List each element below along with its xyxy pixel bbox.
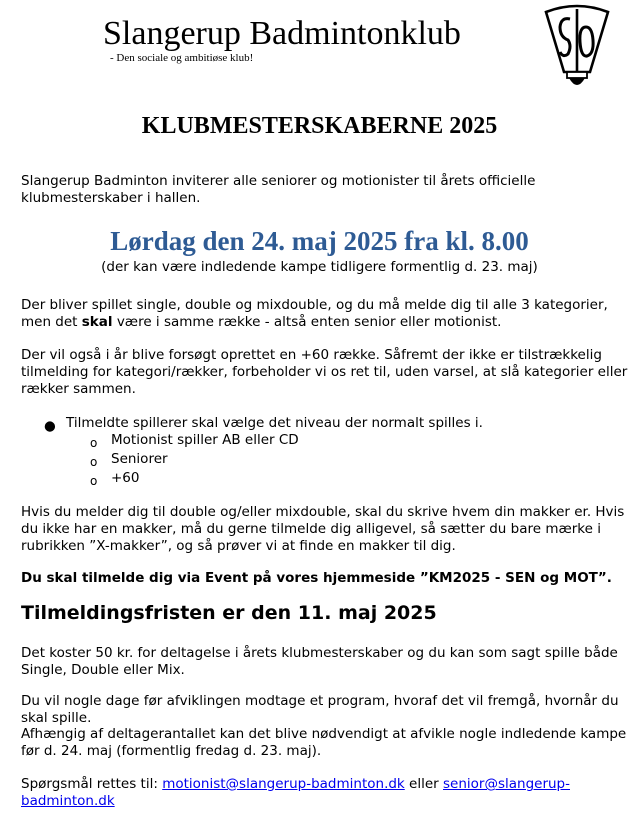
senior-email-link[interactable]: senior@slangerup-badminton.dk bbox=[21, 776, 570, 809]
categories-paragraph bbox=[21, 297, 631, 331]
partner-paragraph: Hvis du melder dig til double og/eller mixdouble, skal du skrive hvem din makker er. Hvis du ikke har en makker, må du gerne tilmelde dig alligevel, så sætter du bare mærke i rubrikken ”X-makker”, og så prøver vi at finde en makker til dig. bbox=[21, 504, 625, 554]
club-tagline: - Den sociale og ambitiøse klub! bbox=[110, 52, 254, 64]
signup-note: Du skal tilmelde dig via Event på vores hjemmeside ”KM2025 - SEN og MOT”. bbox=[21, 570, 612, 586]
deadline-heading: Tilmeldingsfristen er den 11. maj 2025 bbox=[21, 602, 437, 624]
circle-bullet-icon: o bbox=[90, 455, 98, 469]
level-bullet-text: Tilmeldte spillerer skal vælge det niveau der normalt spilles i. bbox=[66, 415, 483, 431]
categories-text-start: Der bliver spillet single, double og mixdouble, og du må melde dig til alle 3 kategorier, men det bbox=[21, 297, 608, 330]
price-paragraph: Det koster 50 kr. for deltagelse i årets klubmesterskaber og du kan som sagt spille både Single, Double eller Mix. bbox=[21, 645, 618, 678]
club-name: Slangerup Badmintonklub bbox=[103, 15, 461, 52]
page-title: KLUBMESTERSKABERNE 2025 bbox=[141, 113, 498, 139]
event-date: Lørdag den 24. maj 2025 fra kl. 8.00 bbox=[110, 226, 529, 256]
categories-text-end: være i samme række - altså enten senior eller motionist. bbox=[112, 314, 502, 330]
motionist-email-link[interactable]: motionist@slangerup-badminton.dk bbox=[162, 776, 405, 792]
categories-emphasis: skal bbox=[81, 314, 113, 330]
shuttlecock-logo-icon bbox=[543, 2, 611, 90]
bullet-dot-icon: ● bbox=[44, 418, 56, 434]
intro-paragraph: Slangerup Badminton inviterer alle seniorer og motionister til årets officielle klubmesterskaber i hallen. bbox=[21, 173, 536, 206]
level-sub-item: Motionist spiller AB eller CD bbox=[111, 432, 299, 448]
circle-bullet-icon: o bbox=[90, 474, 98, 488]
contact-prefix: Spørgsmål rettes til: bbox=[21, 776, 163, 792]
event-date-note: (der kan være indledende kampe tidligere formentlig d. 23. maj) bbox=[101, 259, 538, 275]
circle-bullet-icon: o bbox=[90, 436, 98, 450]
level-sub-item: Seniorer bbox=[111, 451, 168, 467]
level-sub-item: +60 bbox=[111, 470, 140, 486]
contact-middle: eller bbox=[404, 776, 443, 792]
plus60-paragraph: Der vil også i år blive forsøgt oprettet en +60 række. Såfremt der ikke er tilstrækkelig tilmelding for kategori/rækker, forbeholder vi os ret til, uden varsel, at slå kategorier eller rækker sammen. bbox=[21, 347, 628, 397]
program-paragraph: Du vil nogle dage før afviklingen modtage et program, hvoraf det vil fremgå, hvornår du skal spille. bbox=[21, 693, 619, 726]
preliminary-paragraph: Afhængig af deltagerantallet kan det blive nødvendigt at afvikle nogle indledende kampe før d. 24. maj (formentlig fredag d. 23. maj). bbox=[21, 726, 627, 759]
contact-paragraph bbox=[21, 776, 631, 810]
